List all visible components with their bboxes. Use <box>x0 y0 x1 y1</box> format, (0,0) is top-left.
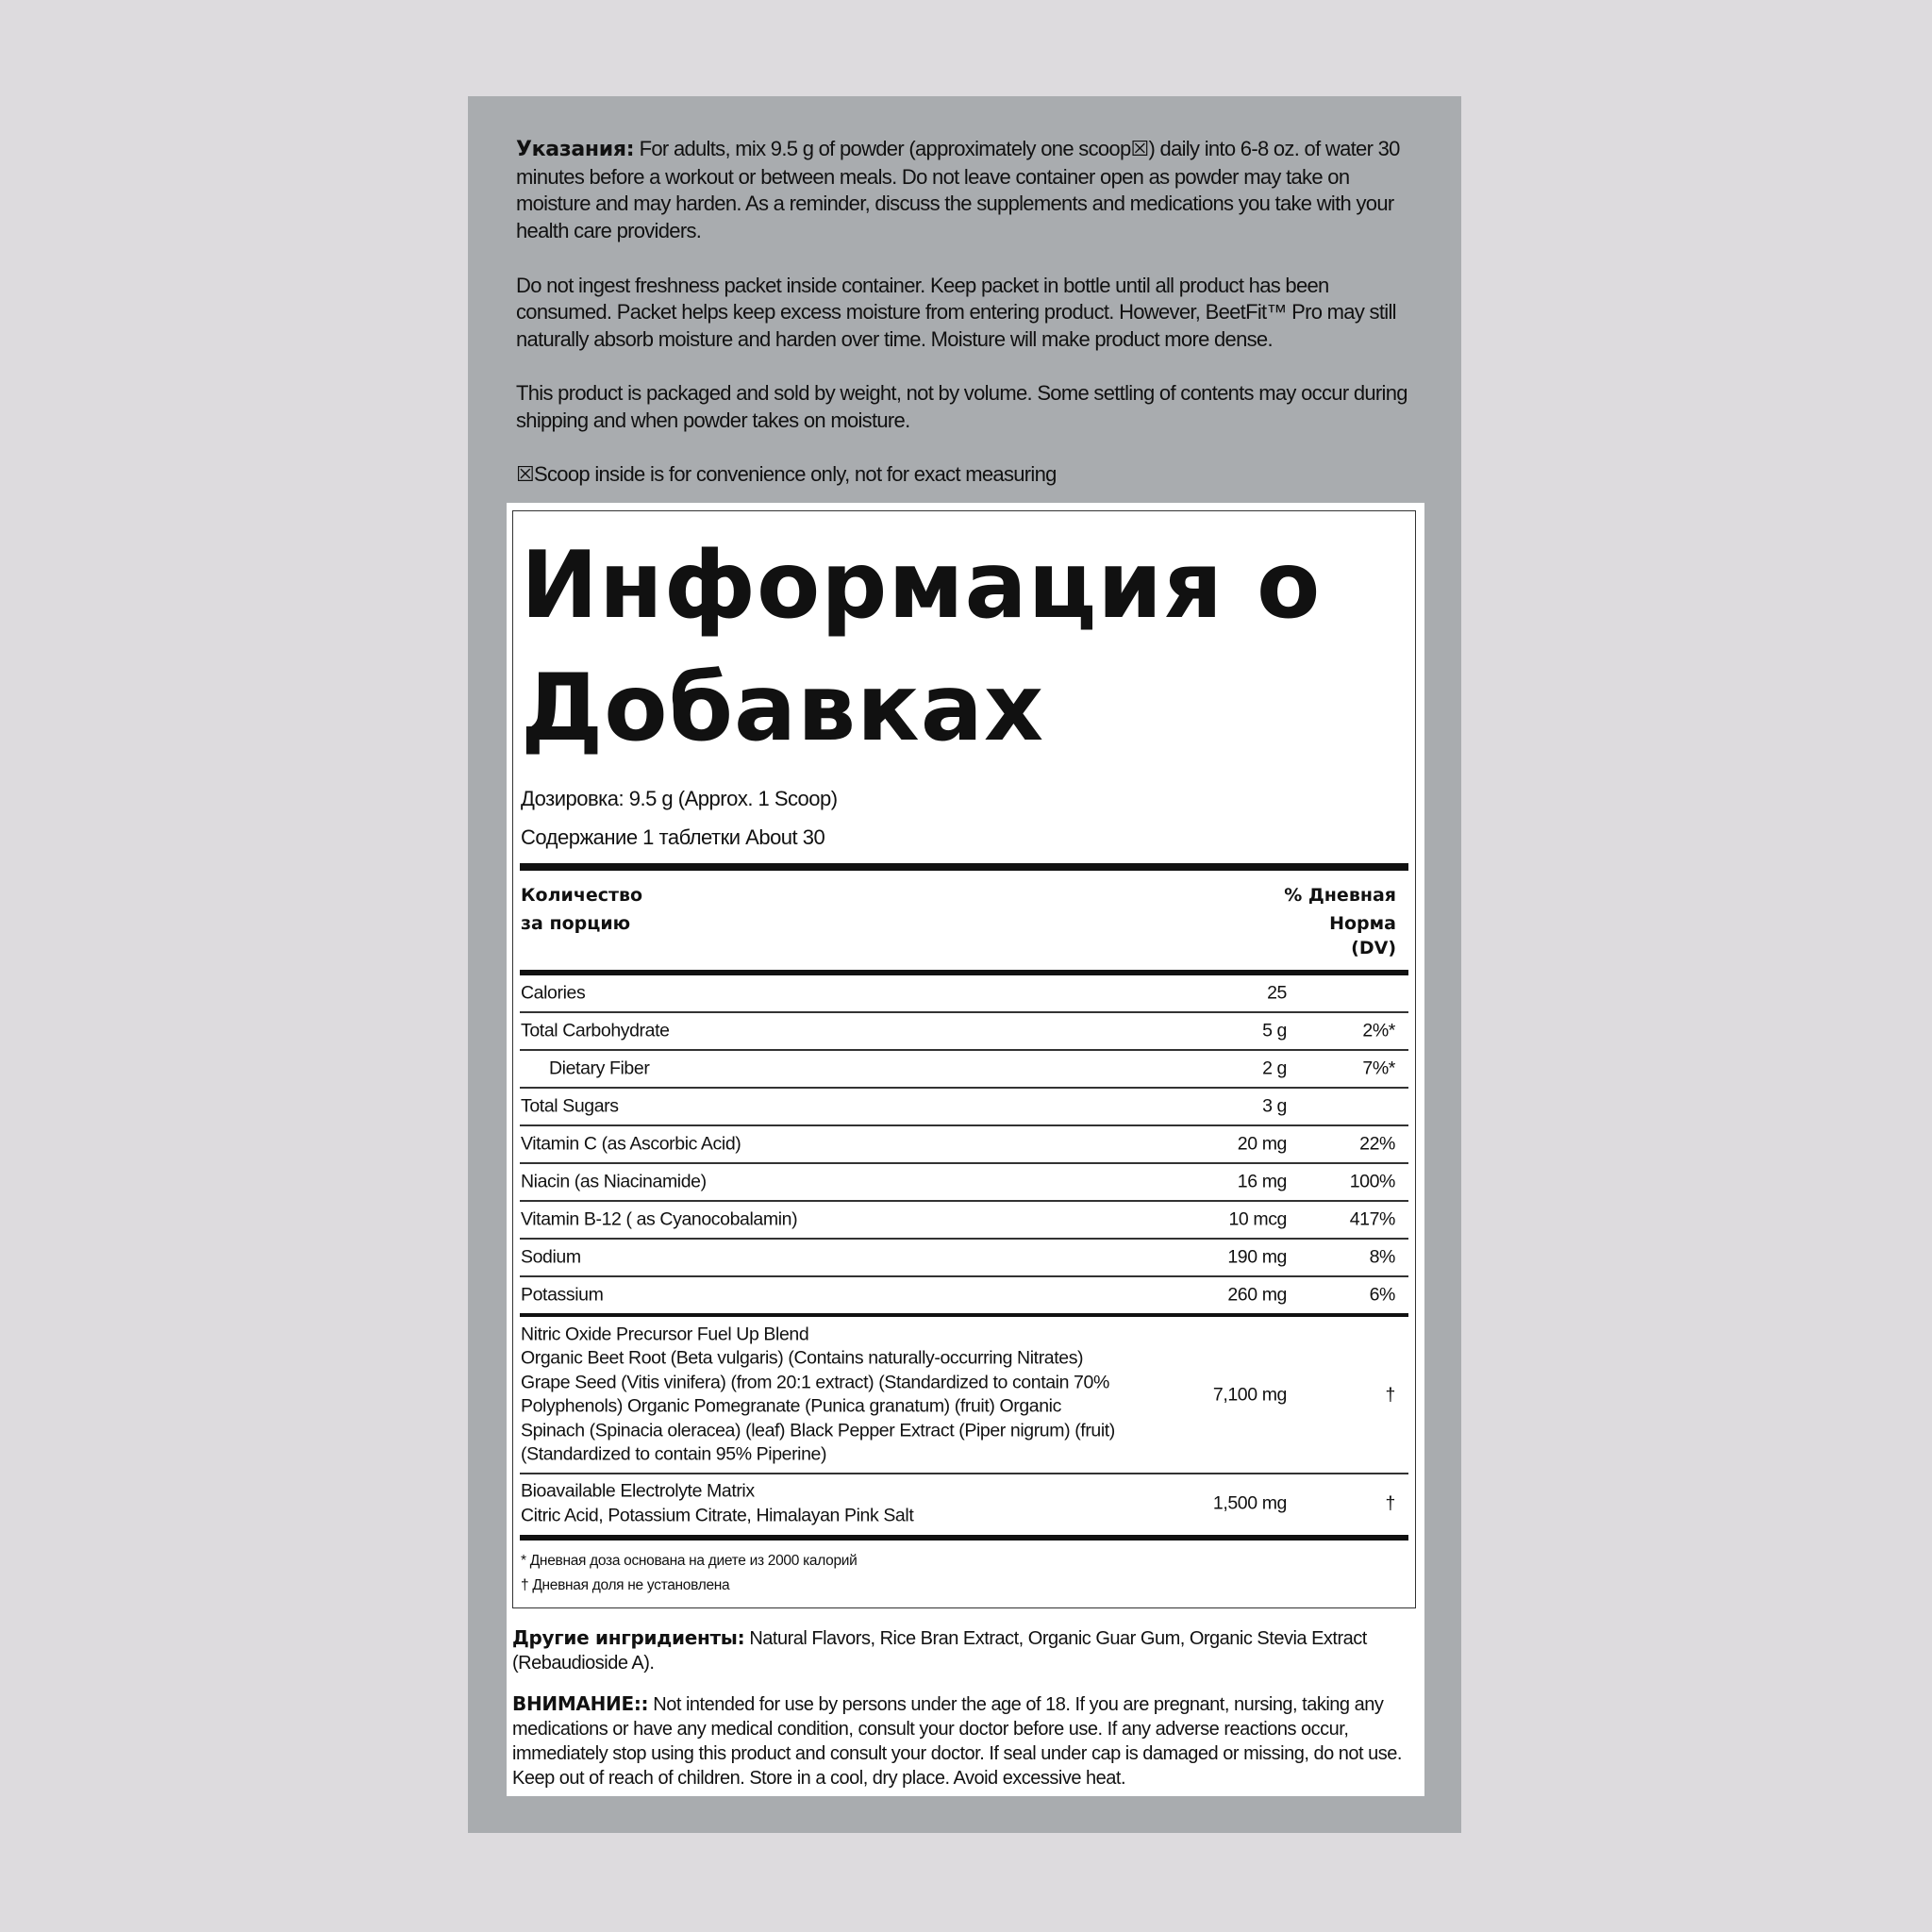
nutrient-amount: 260 mg <box>1227 1284 1287 1306</box>
nutrient-name: Total Sugars <box>521 1095 619 1117</box>
packet-paragraph: Do not ingest freshness packet inside container. Keep packet in bottle until all product has been consumed. Packet helps keep excess moisture from entering product. However, BeetFit™ Pro may still naturally absorb moisture and harden over time. Moisture will make product more dense. <box>516 273 1396 351</box>
dv-header-line3: (DV) <box>1351 938 1396 958</box>
servings-per-container: Содержание 1 таблетки About 30 <box>521 825 825 849</box>
table-row <box>520 975 1408 1013</box>
table-row <box>520 1277 1408 1317</box>
nutrient-dv: 7%* <box>1362 1058 1395 1079</box>
amount-header <box>521 881 642 938</box>
footnote-not-established: † Дневная доля не установлена <box>521 1577 730 1593</box>
electrolyte-description: Citric Acid, Potassium Citrate, Himalayan Pink Salt <box>521 1505 914 1525</box>
scoop-note: ☒Scoop inside is for convenience only, not for exact measuring <box>516 462 1057 487</box>
table-row <box>520 1202 1408 1240</box>
blend-description: Organic Beet Root (Beta vulgaris) (Contains naturally-occurring Nitrates) Grape Seed (Vitis vinifera) (from 20:1 extract) (Standardized to contain 70% Polyphenols) Organic Pomegranate (Punica granatum) (fruit) Organic Spinach (Spinacia oleracea) (leaf) Black Pepper Extract (Piper nigrum) (fruit) (Standardized to contain 95% Piperine) <box>521 1347 1115 1465</box>
directions-label: Указания: <box>516 138 635 161</box>
nutrient-name: Vitamin B-12 ( as Cyanocobalamin) <box>521 1208 798 1230</box>
nutrient-name: Sodium <box>521 1246 581 1268</box>
nutrient-name: Potassium <box>521 1284 604 1306</box>
thick-divider <box>520 863 1408 871</box>
blend-info <box>521 1323 1124 1467</box>
electrolyte-info <box>521 1480 913 1528</box>
nutrient-amount: 2 g <box>1262 1058 1287 1079</box>
nutrient-dv: 2%* <box>1362 1020 1395 1041</box>
nutrient-amount: 10 mcg <box>1228 1208 1287 1230</box>
nutrient-amount: 190 mg <box>1227 1246 1287 1268</box>
amount-header-line2: за порцию <box>521 913 631 934</box>
blend-dv: † <box>1385 1384 1395 1405</box>
blend-row <box>520 1317 1408 1474</box>
electrolyte-name: Bioavailable Electrolyte Matrix <box>521 1480 755 1502</box>
footnote-daily-value: * Дневная доза основана на диете из 2000 калорий <box>521 1553 858 1569</box>
nutrient-dv: 8% <box>1369 1246 1395 1268</box>
facts-title-line2: Добавках <box>521 655 1045 762</box>
facts-title <box>521 525 1321 770</box>
facts-title-line1: Информация о <box>521 532 1322 640</box>
nutrient-name: Dietary Fiber <box>549 1058 650 1079</box>
blend-name: Nitric Oxide Precursor Fuel Up Blend <box>521 1324 809 1344</box>
nutrient-amount: 3 g <box>1262 1095 1287 1117</box>
other-ingredients-text: Natural Flavors, Rice Bran Extract, Organic Guar Gum, Organic Stevia Extract (Rebaudioside A). <box>512 1628 1367 1674</box>
dv-header <box>1284 881 1396 958</box>
nutrient-amount: 25 <box>1267 982 1287 1004</box>
weight-paragraph: This product is packaged and sold by weight, not by volume. Some settling of contents may occur during shipping and when powder takes on moisture. <box>516 381 1407 432</box>
warning-label: ВНИМАНИЕ:: <box>512 1692 649 1715</box>
directions-text: For adults, mix 9.5 g of powder (approximately one scoop☒) daily into 6-8 oz. of water 30 minutes before a workout or between meals. Do not leave container open as powder may take on moisture and may harden. As a reminder, discuss the supplements and medications you take with your health care providers. <box>516 137 1400 243</box>
other-section <box>512 1625 1418 1807</box>
warning <box>512 1691 1418 1790</box>
amount-header-line1: Количество <box>521 885 643 906</box>
nutrient-name: Total Carbohydrate <box>521 1020 670 1041</box>
nutrient-dv: 22% <box>1359 1133 1395 1155</box>
warning-text: Not intended for use by persons under the age of 18. If you are pregnant, nursing, taking any medications or have any medical condition, consult your doctor before use. If any adverse reactions occur, immediately stop using this product and consult your doctor. If seal under cap is damaged or missing, do not use. Keep out of reach of children. Store in a cool, dry place. Avoid excessive heat. <box>512 1694 1402 1789</box>
dv-header-line1: % Дневная <box>1284 885 1396 906</box>
electrolyte-dv: † <box>1385 1492 1395 1514</box>
other-ingredients <box>512 1625 1418 1675</box>
table-row <box>520 1051 1408 1089</box>
nutrient-table <box>520 975 1408 1533</box>
nutrient-name: Vitamin C (as Ascorbic Acid) <box>521 1133 741 1155</box>
nutrient-dv: 6% <box>1369 1284 1395 1306</box>
table-row <box>520 1126 1408 1164</box>
table-row <box>520 1240 1408 1277</box>
nutrient-amount: 5 g <box>1262 1020 1287 1041</box>
serving-size: Дозировка: 9.5 g (Approx. 1 Scoop) <box>521 787 838 810</box>
nutrient-amount: 16 mg <box>1237 1171 1287 1192</box>
nutrient-name: Niacin (as Niacinamide) <box>521 1171 707 1192</box>
electrolyte-row <box>520 1474 1408 1533</box>
table-row <box>520 1164 1408 1202</box>
nutrient-amount: 20 mg <box>1237 1133 1287 1155</box>
thick-divider <box>520 1535 1408 1541</box>
other-ingredients-label: Другие ингридиенты: <box>512 1626 745 1649</box>
table-row <box>520 1089 1408 1126</box>
dv-header-line2: Норма <box>1329 913 1396 934</box>
directions-section <box>516 136 1422 516</box>
nutrient-dv: 417% <box>1349 1208 1395 1230</box>
electrolyte-amount: 1,500 mg <box>1212 1492 1287 1514</box>
table-row <box>520 1013 1408 1051</box>
nutrient-name: Calories <box>521 982 586 1004</box>
supplement-facts-box <box>512 510 1416 1608</box>
blend-amount: 7,100 mg <box>1212 1384 1287 1405</box>
nutrient-dv: 100% <box>1349 1171 1395 1192</box>
directions-paragraph <box>516 136 1422 245</box>
